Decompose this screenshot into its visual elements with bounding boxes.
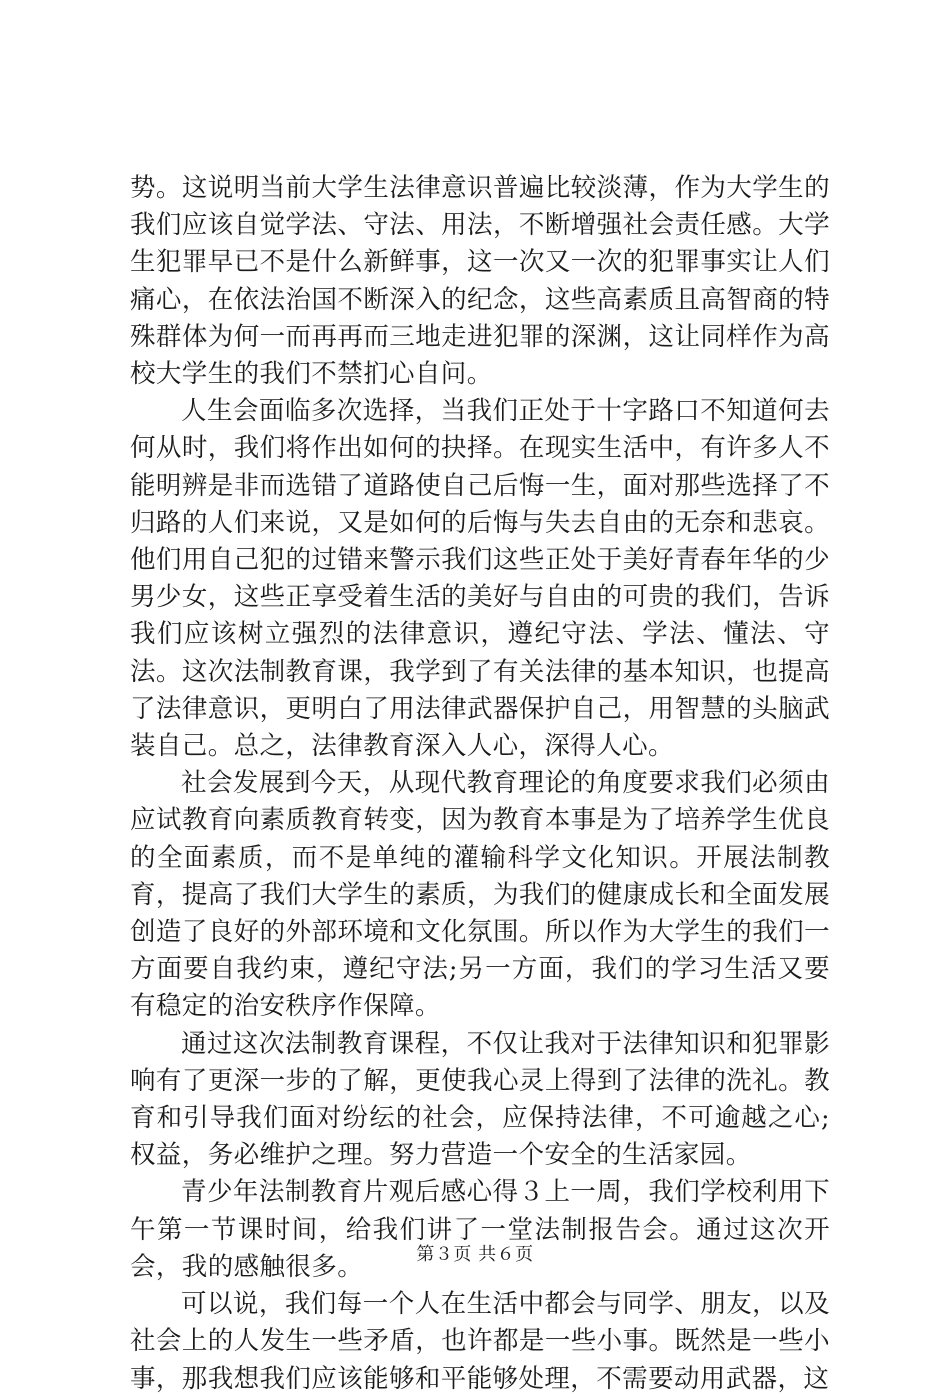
paragraph-5: 青少年法制教育片观后感心得３上一周，我们学校利用下午第一节课时间，给我们讲了一堂法制报告会。通过这次开会，我的感触很多。 [130,1177,830,1282]
paragraph-6: 可以说，我们每一个人在生活中都会与同学、朋友，以及社会上的人发生一些矛盾，也许都是一些小事。既然是一些小事，那我想我们应该能够和平能够处理，不需要动用武器，这 [130,1289,830,1394]
document-body [130,170,830,1398]
paragraph-2: 人生会面临多次选择，当我们正处于十字路口不知道何去何从时，我们将作出如何的抉择。在现实生活中，有许多人不能明辨是非而选错了道路使自己后悔一生，面对那些选择了不归路的人们来说，又是如何的后悔与失去自由的无奈和悲哀。他们用自己犯的过错来警示我们这些正处于美好青春年华的少男少女，这些正享受着生活的美好与自由的可贵的我们，告诉我们应该树立强烈的法律意识，遵纪守法、学法、懂法、守法。这次法制教育课，我学到了有关法律的基本知识，也提高了法律意识，更明白了用法律武器保护自己，用智慧的头脑武装自己。总之，法律教育深入人心，深得人心。 [130,396,830,762]
paragraph-1: 势。这说明当前大学生法律意识普遍比较淡薄，作为大学生的我们应该自觉学法、守法、用法，不断增强社会责任感。大学生犯罪早已不是什么新鲜事，这一次又一次的犯罪事实让人们痛心，在依法治国不断深入的纪念，这些高素质且高智商的特殊群体为何一而再再而三地走进犯罪的深渊，这让同样作为高校大学生的我们不禁扪心自问。 [130,173,830,390]
paragraph-4: 通过这次法制教育课程，不仅让我对于法律知识和犯罪影响有了更深一步的了解，更使我心灵上得到了法律的洗礼。教育和引导我们面对纷纭的社会，应保持法律，不可逾越之心;权益，务必维护之理。努力营造一个安全的生活家园。 [130,1028,830,1171]
page-number-footer: 第３页 共６页 [416,1244,534,1265]
paragraph-3: 社会发展到今天，从现代教育理论的角度要求我们必须由应试教育向素质教育转变，因为教育本事是为了培养学生优良的全面素质，而不是单纯的灌输科学文化知识。开展法制教育，提高了我们大学生的素质，为我们的健康成长和全面发展创造了良好的外部环境和文化氛围。所以作为大学生的我们一方面要自我约束，遵纪守法;另一方面，我们的学习生活又要有稳定的治安秩序作保障。 [130,768,830,1022]
